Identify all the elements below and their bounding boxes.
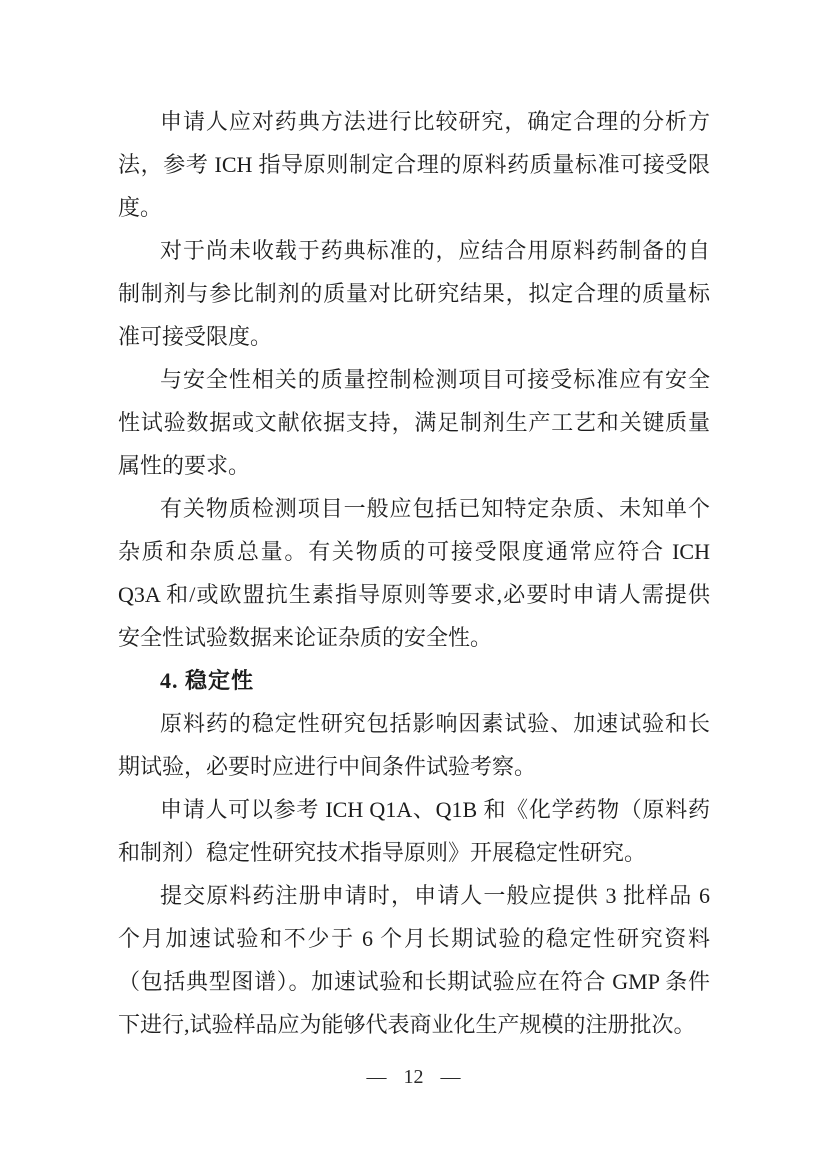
paragraph xyxy=(118,358,710,487)
text-line: 提交原料药注册申请时，申请人一般应提供 3 批样品 6 xyxy=(160,883,710,908)
page-footer xyxy=(0,1060,827,1094)
text-line: 和制剂）稳定性研究技术指导原则》开展稳定性研究。 xyxy=(118,840,647,865)
text-line: 申请人可以参考 ICH Q1A、Q1B 和《化学药物（原料药 xyxy=(160,797,710,822)
paragraph xyxy=(118,487,710,659)
text-line: 性试验数据或文献依据支持，满足制剂生产工艺和关键质量 xyxy=(118,410,710,435)
paragraph xyxy=(118,788,710,874)
page-number: — 12 — xyxy=(366,1066,461,1088)
text-line: 申请人应对药典方法进行比较研究，确定合理的分析方 xyxy=(160,109,710,134)
text-line: 与安全性相关的质量控制检测项目可接受标准应有安全 xyxy=(160,367,710,392)
text-line: 度。 xyxy=(118,195,163,220)
text-line: 个月加速试验和不少于 6 个月长期试验的稳定性研究资料 xyxy=(118,926,710,951)
section-heading-stability: 4. 稳定性 xyxy=(160,668,255,693)
paragraph xyxy=(118,100,710,229)
text-line: 有关物质检测项目一般应包括已知特定杂质、未知单个 xyxy=(160,496,710,521)
text-line: 期试验，必要时应进行中间条件试验考察。 xyxy=(118,754,537,779)
paragraph xyxy=(118,702,710,788)
paragraph xyxy=(118,874,710,1046)
text-line: 准可接受限度。 xyxy=(118,324,273,349)
text-line: 原料药的稳定性研究包括影响因素试验、加速试验和长 xyxy=(160,711,710,736)
paragraph xyxy=(118,229,710,358)
text-line: 对于尚未收载于药典标准的，应结合用原料药制备的自 xyxy=(160,238,710,263)
text-line: 杂质和杂质总量。有关物质的可接受限度通常应符合 ICH xyxy=(118,539,710,564)
text-line: 法，参考 ICH 指导原则制定合理的原料药质量标准可接受限 xyxy=(118,152,710,177)
text-line: 制制剂与参比制剂的质量对比研究结果，拟定合理的质量标 xyxy=(118,281,710,306)
text-line: 安全性试验数据来论证杂质的安全性。 xyxy=(118,625,493,650)
text-line: （包括典型图谱）。加速试验和长期试验应在符合 GMP 条件 xyxy=(118,969,710,994)
text-line: 下进行,试验样品应为能够代表商业化生产规模的注册批次。 xyxy=(118,1012,696,1037)
text-line: Q3A 和/或欧盟抗生素指导原则等要求,必要时申请人需提供 xyxy=(118,582,710,607)
page-body xyxy=(118,100,710,1046)
text-line: 属性的要求。 xyxy=(118,453,251,478)
